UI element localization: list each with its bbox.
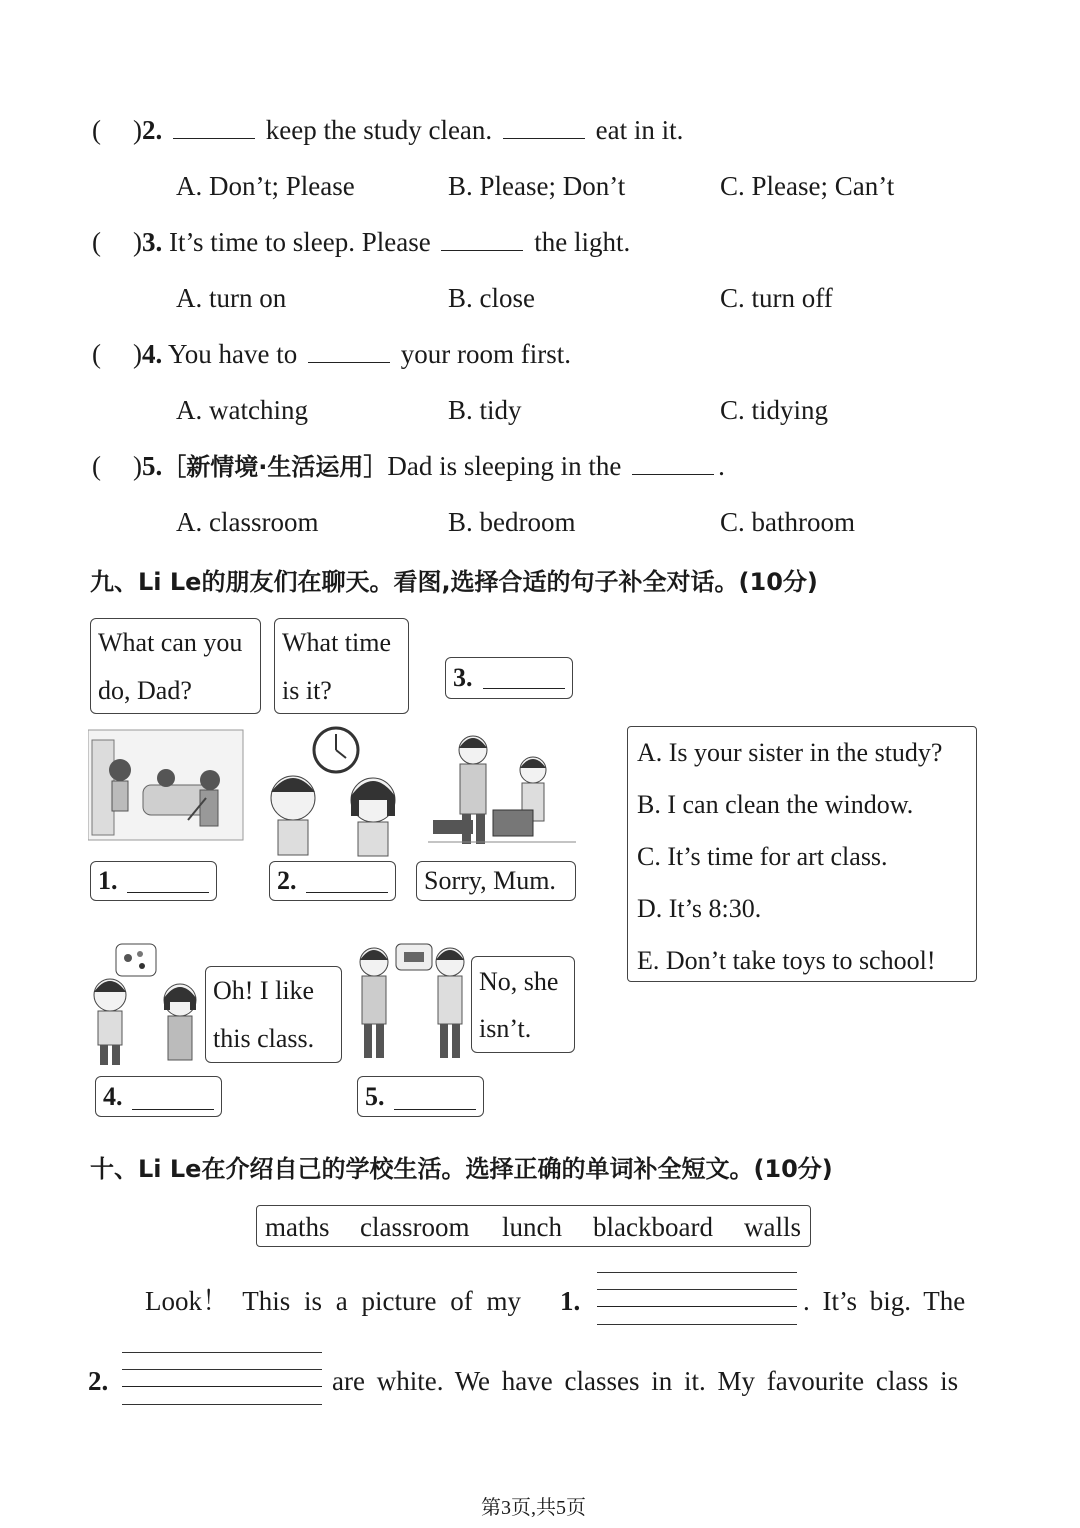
question-number: 5.: [142, 451, 163, 481]
speech-bubble-4: Oh! I like this class.: [205, 966, 342, 1063]
option-a: A. turn on: [176, 283, 287, 313]
option-b: B. Please; Don’t: [448, 171, 626, 201]
blank-number-1: 1.: [560, 1286, 581, 1316]
option-c: C. Please; Can’t: [720, 171, 895, 201]
word-classroom: classroom: [360, 1212, 470, 1242]
reply-bubble-3: Sorry, Mum.: [416, 861, 576, 901]
passage-line-2: are white. We have classes in it. My favourite class is: [332, 1366, 959, 1396]
choices-box: [627, 726, 977, 982]
option-b: B. bedroom: [448, 507, 576, 537]
answer-box-2[interactable]: 2.: [269, 861, 396, 901]
question-number: 3.: [142, 227, 163, 257]
option-a: A. classroom: [176, 507, 319, 537]
choice-e: E. Don’t take toys to school!: [637, 946, 936, 975]
mum-boy-illustration: [428, 736, 576, 844]
word-walls: walls: [744, 1212, 801, 1242]
answer-box-5[interactable]: 5.: [357, 1076, 484, 1117]
answer-box-1[interactable]: 1.: [90, 861, 217, 901]
choice-a: A. Is your sister in the study?: [637, 738, 943, 767]
speech-bubble-2: What time is it?: [274, 618, 409, 714]
word-blackboard: blackboard: [593, 1212, 713, 1242]
question-3: ( )3. It’s time to sleep. Please the light.: [92, 227, 631, 257]
four-line-blank-1[interactable]: [597, 1272, 797, 1328]
option-c: C. tidying: [720, 395, 829, 425]
page-number: 第3页,共5页: [481, 1497, 586, 1519]
answer-blank[interactable]: [632, 473, 714, 475]
answer-blank[interactable]: [503, 137, 585, 139]
word-lunch: lunch: [502, 1212, 562, 1242]
word-maths: maths: [265, 1212, 330, 1242]
question-2: ( )2. keep the study clean. eat in it.: [92, 115, 684, 145]
answer-blank[interactable]: [132, 1109, 214, 1110]
option-a: A. watching: [176, 395, 308, 425]
answer-blank[interactable]: [127, 892, 209, 893]
answer-box-4[interactable]: 4.: [95, 1076, 222, 1117]
four-line-blank-2[interactable]: [122, 1352, 322, 1408]
blank-number-2: 2.: [88, 1366, 109, 1396]
passage-line-1b: . It’s big. The: [803, 1286, 966, 1316]
answer-blank[interactable]: [173, 137, 255, 139]
passage-line-1a: Look！ This is a picture of my: [145, 1286, 521, 1316]
section-9-heading: 九、Li Le的朋友们在聊天。看图,选择合适的句子补全对话。(10分): [90, 568, 818, 596]
question-4: ( )4. You have to your room first.: [92, 339, 571, 369]
two-boys-illustration: [360, 944, 464, 1058]
speech-bubble-5: No, she isn’t.: [471, 956, 575, 1053]
question-number: 2.: [142, 115, 163, 145]
answer-blank[interactable]: [306, 892, 388, 893]
answer-blank[interactable]: [483, 688, 565, 689]
question-5: ( )5.［新情境·生活运用］Dad is sleeping in the .: [92, 451, 725, 481]
art-class-illustration: [94, 944, 196, 1065]
word-bank: [256, 1205, 811, 1247]
choice-d: D. It’s 8:30.: [637, 894, 762, 923]
family-cleaning-illustration: [88, 730, 243, 840]
option-c: C. turn off: [720, 283, 833, 313]
answer-blank[interactable]: [441, 249, 523, 251]
answer-blank[interactable]: [394, 1109, 476, 1110]
answer-blank[interactable]: [308, 361, 390, 363]
context-tag: ［新情境·生活运用］: [162, 453, 388, 481]
question-number: 4.: [142, 339, 163, 369]
scene-illustration-row1: [88, 720, 578, 860]
section-10-heading: 十、Li Le在介绍自己的学校生活。选择正确的单词补全短文。(10分): [90, 1155, 833, 1183]
choice-b: B. I can clean the window.: [637, 790, 914, 819]
choice-c: C. It’s time for art class.: [637, 842, 888, 871]
option-c: C. bathroom: [720, 507, 855, 537]
girls-clock-illustration: [271, 728, 395, 856]
option-a: A. Don’t; Please: [176, 171, 355, 201]
option-b: B. tidy: [448, 395, 522, 425]
option-b: B. close: [448, 283, 535, 313]
speech-bubble-1: What can you do, Dad?: [90, 618, 261, 714]
speech-bubble-3[interactable]: 3.: [445, 657, 573, 699]
